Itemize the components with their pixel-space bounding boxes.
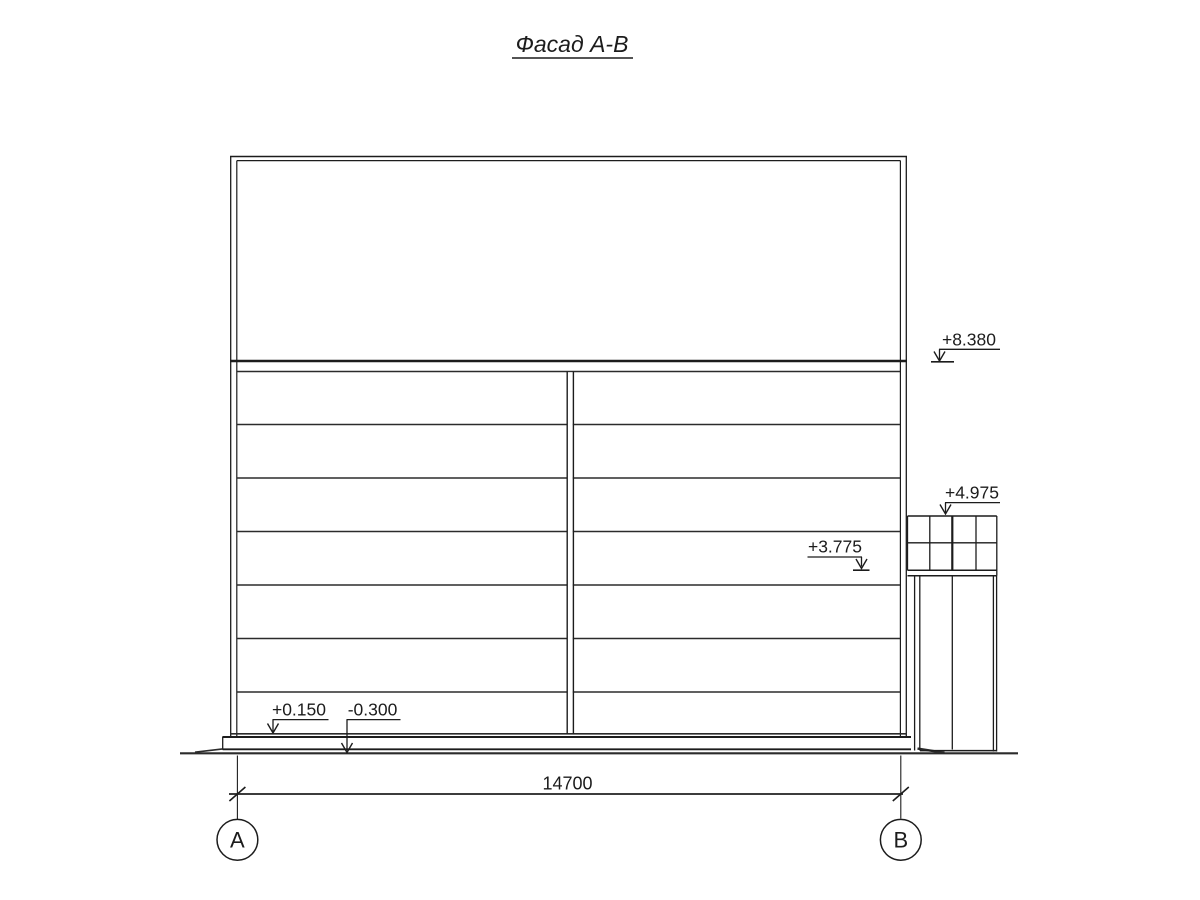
- title-block: [512, 31, 633, 58]
- annex: [908, 516, 997, 752]
- elevation-label: -0.300: [347, 699, 398, 720]
- dimension-group: [229, 756, 909, 820]
- blind-area-slope-left: [195, 749, 223, 752]
- elevation-label: +8.380: [941, 329, 997, 350]
- central-divider: [567, 372, 573, 734]
- elevation-label: +4.975: [944, 482, 1000, 503]
- elevation-marker-3775: [808, 537, 870, 571]
- elevation-label: +3.775: [807, 536, 863, 557]
- axis-label: А: [230, 827, 245, 853]
- axis-label: В: [893, 827, 909, 853]
- elevation-label: +0.150: [271, 699, 327, 720]
- plinth: [223, 737, 911, 750]
- elevation-marker-4975: [940, 483, 1000, 515]
- axis-a: [217, 819, 258, 860]
- elevation-marker-0300: [342, 700, 401, 753]
- elevation-marker-0150: [268, 700, 329, 734]
- dimension-value: 14700: [542, 773, 593, 794]
- drawing-title: Фасад А-В: [515, 31, 629, 57]
- axis-b: [880, 819, 921, 860]
- elevation-marker-8380: [931, 330, 1000, 362]
- divider-fill: [567, 372, 573, 733]
